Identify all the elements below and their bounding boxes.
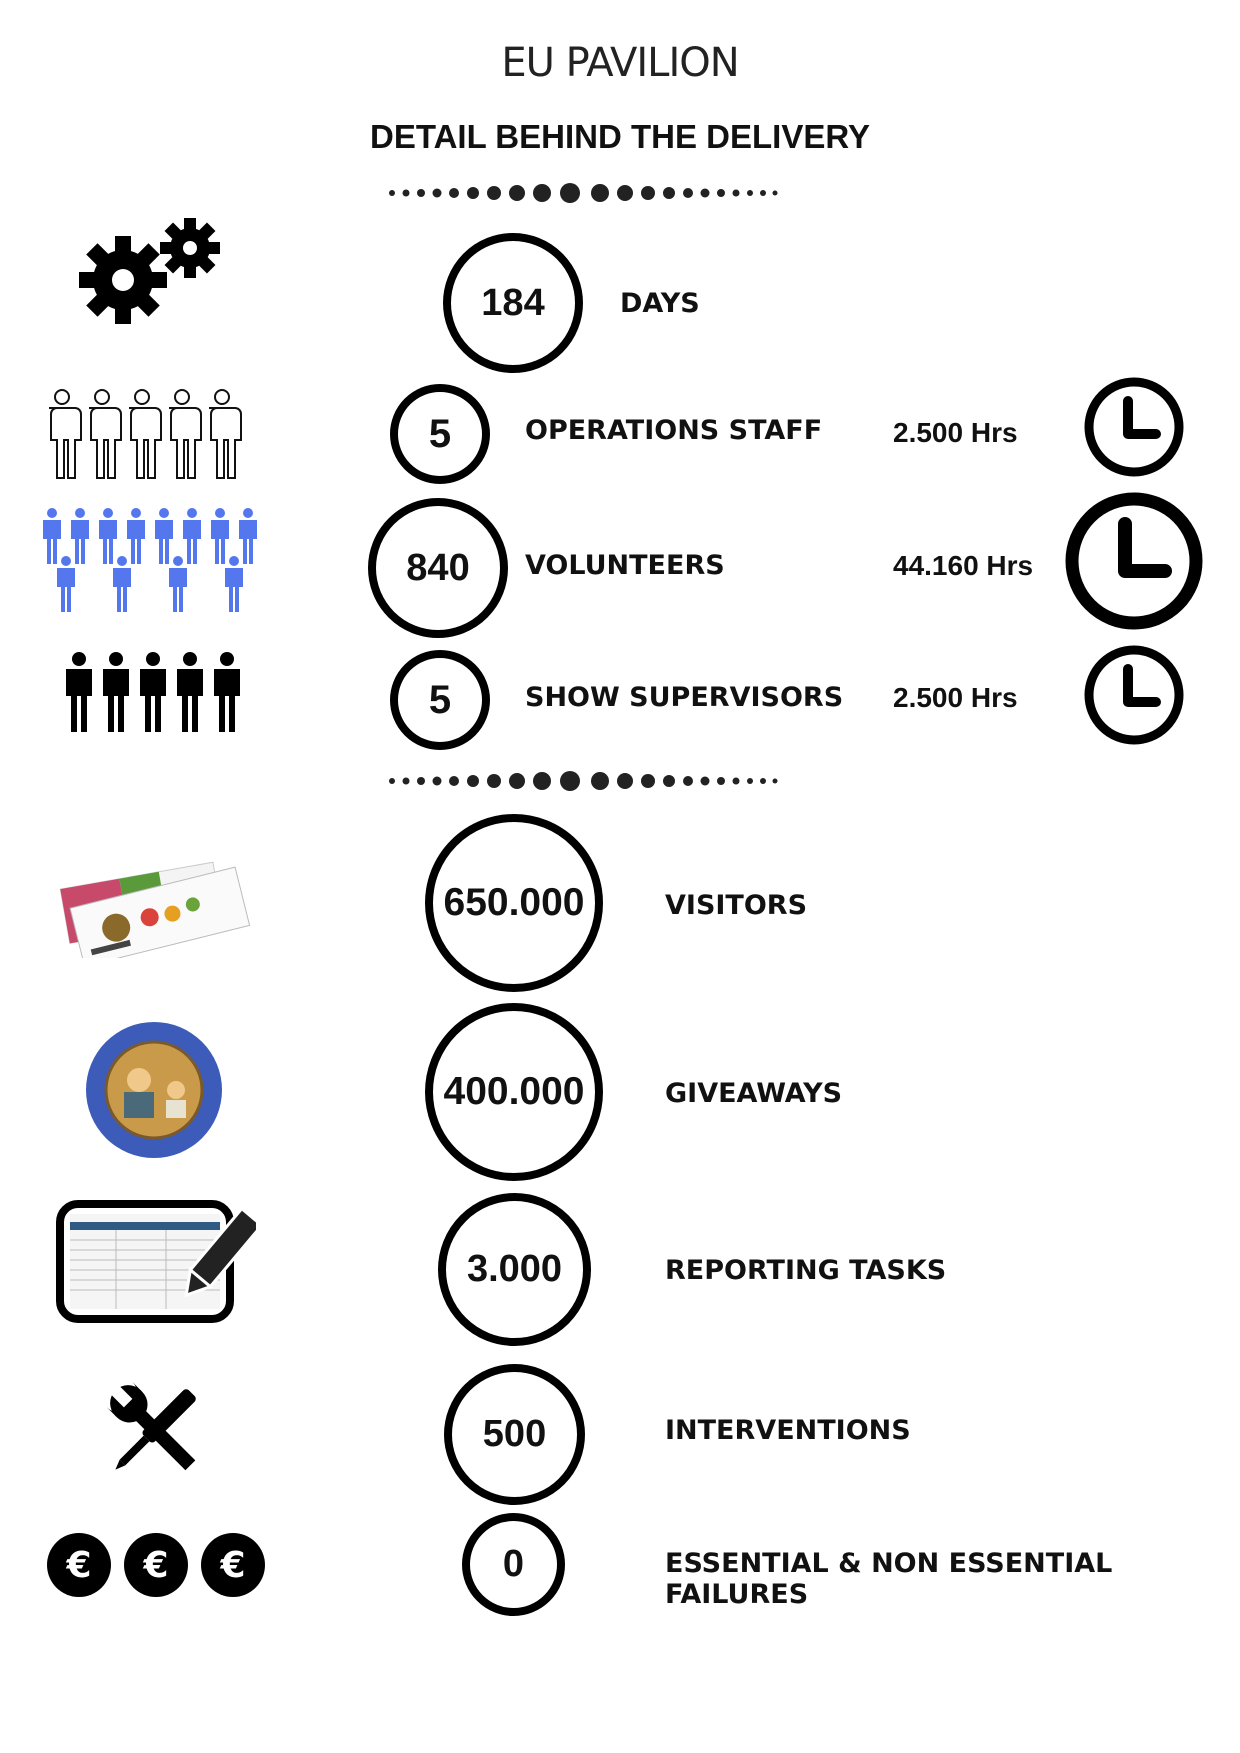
giveaways-label: GIVEAWAYS bbox=[665, 1078, 843, 1109]
clock-icon bbox=[1083, 644, 1185, 746]
clock-icon bbox=[1063, 490, 1205, 632]
reporting-tasks-value-circle: 3.000 bbox=[438, 1193, 591, 1346]
euro-coins-icon bbox=[46, 1532, 271, 1598]
giveaway-photo-icon bbox=[84, 1020, 224, 1160]
volunteers-value-circle: 840 bbox=[368, 498, 508, 638]
page-title: EU PAVILION bbox=[501, 40, 739, 86]
svg-text:€: € bbox=[66, 1545, 92, 1586]
show-supervisors-hours: 2.500 Hrs bbox=[893, 682, 1018, 713]
interventions-value-circle: 500 bbox=[444, 1364, 585, 1505]
interventions-label: INTERVENTIONS bbox=[665, 1415, 911, 1446]
svg-text:€: € bbox=[143, 1545, 169, 1586]
volunteers-label: VOLUNTEERS bbox=[525, 550, 725, 581]
visitors-label: VISITORS bbox=[665, 890, 808, 921]
operations-staff-value-circle: 5 bbox=[390, 384, 490, 484]
visitors-value-circle: 650.000 bbox=[425, 814, 603, 992]
gears-icon bbox=[78, 215, 228, 325]
outlined-people-icon bbox=[42, 388, 247, 483]
dot-divider-top bbox=[380, 178, 860, 208]
tickets-image bbox=[55, 858, 255, 958]
dot-divider-middle bbox=[380, 766, 860, 796]
clock-icon bbox=[1083, 376, 1185, 478]
operations-staff-hours: 2.500 Hrs bbox=[893, 417, 1018, 448]
svg-text:€: € bbox=[220, 1545, 246, 1586]
wrench-screwdriver-icon bbox=[95, 1380, 215, 1480]
days-value-circle: 184 bbox=[443, 233, 583, 373]
show-supervisors-label: SHOW SUPERVISORS bbox=[525, 682, 844, 713]
giveaways-value-circle: 400.000 bbox=[425, 1003, 603, 1181]
failures-label: ESSENTIAL & NON ESSENTIAL FAILURES bbox=[665, 1548, 1113, 1610]
black-people-icon bbox=[64, 652, 244, 734]
page-subtitle: DETAIL BEHIND THE DELIVERY bbox=[370, 118, 870, 155]
tablet-report-icon bbox=[56, 1200, 256, 1325]
show-supervisors-value-circle: 5 bbox=[390, 650, 490, 750]
days-label: DAYS bbox=[620, 288, 700, 319]
failures-value-circle: 0 bbox=[462, 1513, 565, 1616]
reporting-tasks-label: REPORTING TASKS bbox=[665, 1255, 947, 1286]
blue-people-icon bbox=[42, 508, 267, 613]
operations-staff-label: OPERATIONS STAFF bbox=[525, 415, 823, 446]
volunteers-hours: 44.160 Hrs bbox=[893, 550, 1034, 581]
